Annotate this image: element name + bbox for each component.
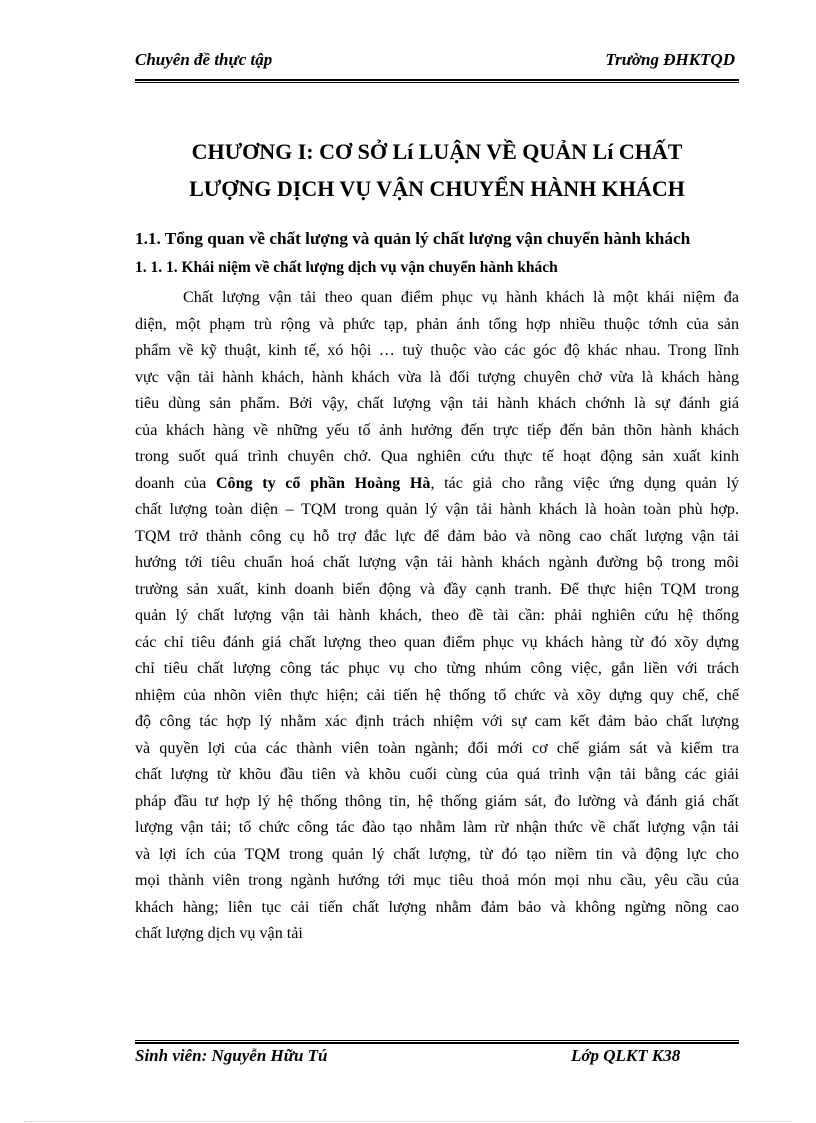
- paragraph-line: trong suốt quá trình chuyên chở. Qua nghiên cứu thực tế hoạt động sản xuất kinh: [135, 448, 739, 465]
- page-header: [135, 48, 739, 74]
- paragraph-line: độ công tác hợp lý nhằm xác định trách nhiệm với sự cam kết đảm bảo chất lượng: [135, 713, 739, 730]
- paragraph-line: và quyền lợi của các thành viên toàn ngành; đổi mới cơ chế giám sát và kiểm tra: [135, 739, 739, 757]
- page-bottom-edge: [24, 1121, 792, 1122]
- chapter-title: [135, 133, 739, 207]
- paragraph-line: tiêu dùng sản phẩm. Bởi vậy, chất lượng vận tải hành khách chớnh là sự đánh giá: [135, 395, 739, 412]
- paragraph-line: diện, một phạm trù rộng và phức tạp, phản ánh tổng hợp nhiều thuộc tớnh của sản: [135, 315, 739, 333]
- paragraph-line: chỉ tiêu chất lượng công tác phục vụ cho từng nhúm công việc, gắn liền với trách: [135, 660, 739, 677]
- header-divider: [135, 79, 739, 83]
- paragraph-line: trường sản xuất, kinh doanh biến động và đầy cạnh tranh. Để thực hiện TQM trong: [135, 580, 739, 598]
- paragraph-line: vực vận tải hành khách, hành khách vừa là đối tượng chuyên chở vừa là khách hàng: [135, 368, 739, 386]
- section-heading: 1.1. Tổng quan về chất lượng và quản lý chất lượng vận chuyển hành khách: [135, 229, 691, 248]
- footer-class: Lớp QLKT K38: [571, 1046, 681, 1065]
- paragraph-line: quản lý chất lượng vận tải hành khách, theo đề tài cần: phải nghiên cứu hệ thống: [135, 607, 739, 624]
- paragraph-line: chất lượng toàn diện – TQM trong quản lý vận tải hành khách là hoàn toàn phù hợp.: [135, 501, 739, 518]
- paragraph-line: hướng tới tiêu chuẩn hoá chất lượng vận tải hành khách ngành đường bộ trong môi: [135, 554, 739, 571]
- chapter-title-line-2: LƯỢNG DỊCH VỤ VẬN CHUYỂN HÀNH KHÁCH: [189, 176, 685, 201]
- paragraph-line: của khách hàng về những yếu tố ảnh hưởng đến trực tiếp đến bản thõn hành khách: [135, 421, 739, 439]
- paragraph-line: mọi thành viên trong ngành hướng tới mục tiêu thoả món mọi nhu cầu, yêu cầu của: [135, 872, 739, 889]
- paragraph-line: TQM trở thành công cụ hỗ trợ đắc lực để đảm bảo và nõng cao chất lượng vận tải: [135, 527, 739, 545]
- company-name: Công ty cổ phần Hoàng Hà: [215, 474, 431, 492]
- header-document-type: Chuyên đề thực tập: [135, 50, 273, 69]
- footer-student: Sinh viên: Nguyễn Hữu Tú: [135, 1046, 328, 1065]
- paragraph-line: pháp đầu tư hợp lý hệ thống thông tin, hệ thống giám sát, đo lường và đánh giá chất: [135, 792, 739, 810]
- paragraph-line-last: chất lượng dịch vụ vận tải: [135, 925, 303, 942]
- paragraph-line: khách hàng; liên tục cải tiến chất lượng nhằm đảm bảo và không ngừng nõng cao: [135, 898, 739, 916]
- footer-divider: [135, 1040, 739, 1044]
- body-paragraph: [135, 285, 739, 948]
- paragraph-line: chất lượng từ khõu đầu tiên và khõu cuối cùng của quá trình vận tải bằng các giải: [135, 766, 739, 783]
- line-text-before-company: doanh của: [135, 474, 216, 492]
- paragraph-line: lượng vận tải; tổ chức công tác đào tạo nhằm làm rừ nhận thức về chất lượng vận tải: [135, 819, 739, 836]
- page-footer: [135, 1046, 739, 1070]
- paragraph-line: phẩm về kỹ thuật, kinh tế, xó hội … tuỳ thuộc vào các góc độ khác nhau. Trong lĩnh: [135, 342, 739, 359]
- paragraph-line: và lợi ích của TQM trong quản lý chất lượng, từ đó tạo niềm tin và động lực cho: [135, 845, 739, 863]
- subsection-heading: 1. 1. 1. Khái niệm về chất lượng dịch vụ vận chuyển hành khách: [135, 259, 558, 276]
- paragraph-line-company: [135, 471, 739, 498]
- paragraph-line: các chỉ tiêu đánh giá chất lượng theo quan điểm phục vụ khách hàng từ đó xõy dựng: [135, 633, 739, 651]
- paragraph-line: Chất lượng vận tải theo quan điểm phục vụ hành khách là một khái niệm đa: [183, 289, 739, 306]
- chapter-title-line-1: CHƯƠNG I: CƠ SỞ Lí LUẬN VỀ QUẢN Lí CHẤT: [191, 139, 683, 164]
- header-university: Trường ĐHKTQD: [605, 50, 735, 69]
- paragraph-line: nhiệm của nhõn viên thực hiện; cải tiến hệ thống tổ chức và xõy dựng quy chế, chế: [135, 686, 739, 704]
- line-text-after-company: , tác giả cho rằng việc ứng dụng quản lý: [430, 474, 739, 492]
